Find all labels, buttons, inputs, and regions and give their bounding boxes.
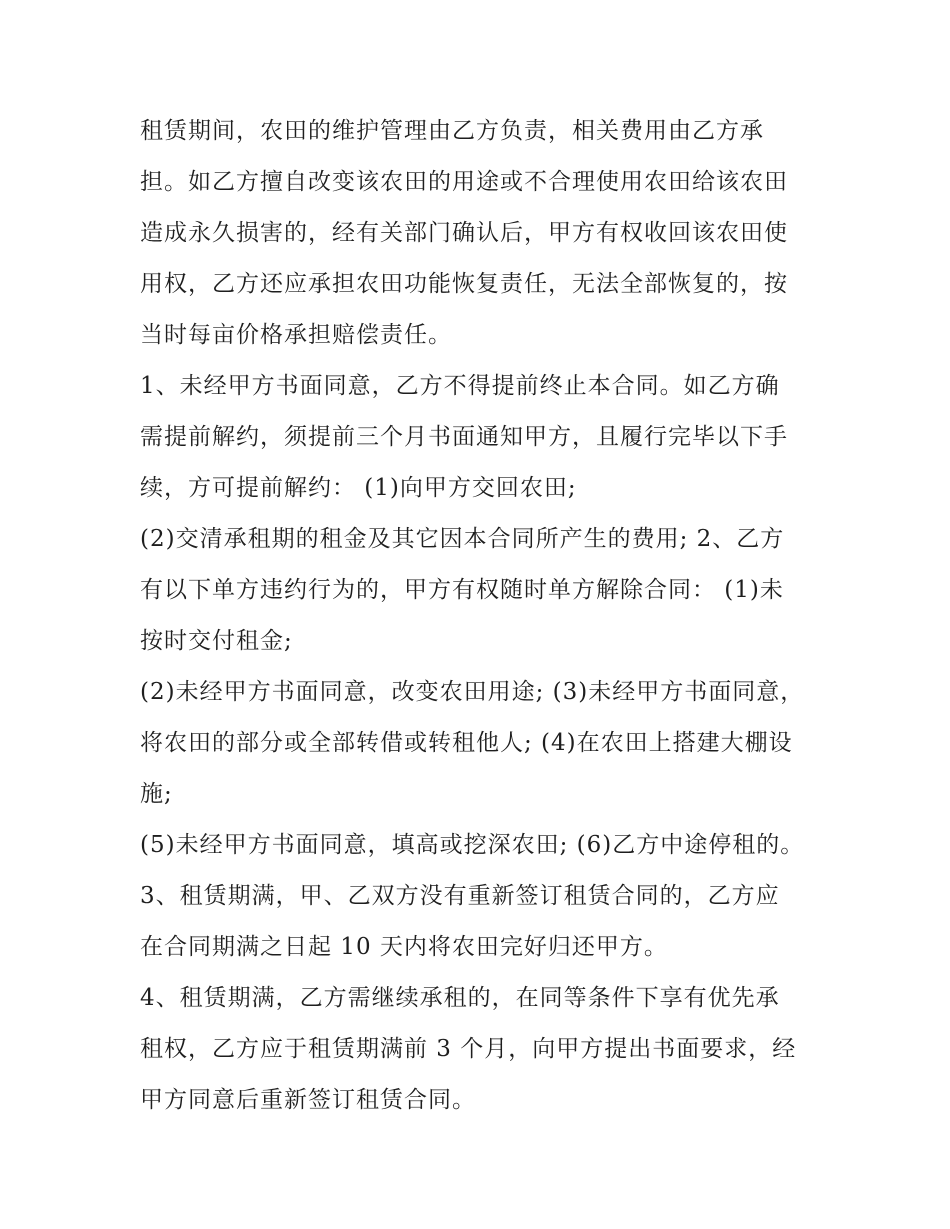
text-line: 有以下单方违约行为的，甲方有权随时单方解除合同： (1)未 [140, 577, 784, 603]
text-line: 3、租赁期满，甲、乙双方没有重新签订租赁合同的，乙方应 [140, 883, 780, 909]
text-line: 4、租赁期满，乙方需继续承租的，在同等条件下享有优先承 [140, 985, 780, 1011]
text-line: 1、未经甲方书面同意，乙方不得提前终止本合同。如乙方确 [140, 373, 780, 399]
text-line: (2)交清承租期的租金及其它因本合同所产生的费用; 2、乙方 [140, 526, 785, 552]
text-line: 续，方可提前解约： (1)向甲方交回农田; [140, 475, 577, 501]
text-line: 在合同期满之日起 10 天内将农田完好归还甲方。 [140, 934, 668, 960]
text-line: 需提前解约，须提前三个月书面通知甲方，且履行完毕以下手 [140, 424, 788, 450]
text-line: 按时交付租金; [140, 628, 293, 654]
text-line: 造成永久损害的，经有关部门确认后，甲方有权收回该农田使 [140, 220, 788, 246]
text-line: (2)未经甲方书面同意，改变农田用途; (3)未经甲方书面同意， [140, 679, 805, 705]
text-line: 将农田的部分或全部转借或转租他人; (4)在农田上搭建大棚设 [140, 730, 793, 756]
text-line: 施; [140, 781, 173, 807]
text-line: 租权，乙方应于租赁期满前 3 个月，向甲方提出书面要求，经 [140, 1036, 797, 1062]
text-line: 甲方同意后重新签订租赁合同。 [140, 1087, 476, 1113]
contract-text-body [140, 106, 820, 1126]
text-line: 租赁期间，农田的维护管理由乙方负责，相关费用由乙方承 [140, 118, 764, 144]
text-line: 用权，乙方还应承担农田功能恢复责任，无法全部恢复的，按 [140, 271, 788, 297]
text-line: 当时每亩价格承担赔偿责任。 [140, 322, 452, 348]
text-line: 担。如乙方擅自改变该农田的用途或不合理使用农田给该农田 [140, 169, 788, 195]
text-line: (5)未经甲方书面同意，填高或挖深农田; (6)乙方中途停租的。 [140, 832, 805, 858]
